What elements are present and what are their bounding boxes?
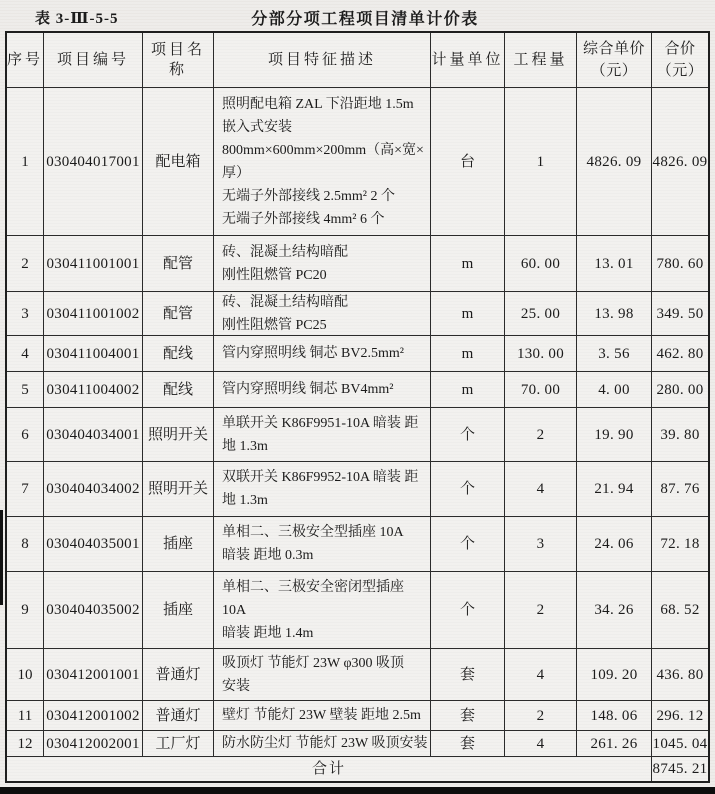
- cell-unit: 个: [431, 572, 505, 649]
- cell-code: 030411004002: [44, 372, 143, 408]
- header-desc: 项目特征描述: [214, 33, 431, 88]
- cell-total: 39. 80: [652, 408, 708, 462]
- cell-desc: [214, 517, 431, 572]
- cell-code: 030411001002: [44, 292, 143, 336]
- cell-name: 配线: [143, 336, 214, 372]
- header-code: 项目编号: [44, 33, 143, 88]
- cell-desc: [214, 336, 431, 372]
- desc-line: 800mm×600mm×200mm（高×宽×: [222, 142, 424, 158]
- table-number: 表 3-Ⅲ-5-5: [35, 11, 119, 27]
- header-unit-price-line1: 综合单价: [582, 41, 645, 57]
- cell-total: 436. 80: [652, 649, 708, 701]
- cell-desc: [214, 372, 431, 408]
- cell-unit: m: [431, 236, 505, 292]
- cell-qty: 3: [505, 517, 577, 572]
- cell-code: 030404034002: [44, 462, 143, 517]
- cell-desc: [214, 731, 431, 757]
- cell-unit-price: 3. 56: [577, 336, 652, 372]
- desc-line: 管内穿照明线 铜芯 BV2.5mm²: [222, 346, 404, 361]
- header-no: 序号: [7, 33, 44, 88]
- page-title: 分部分项工程项目清单计价表: [251, 11, 479, 28]
- cell-name: 照明开关: [143, 462, 214, 517]
- desc-line: 照明配电箱 ZAL 下沿距地 1.5m: [222, 96, 414, 112]
- cell-unit-price: 261. 26: [577, 731, 652, 757]
- cell-name: 配线: [143, 372, 214, 408]
- scan-artifact-bottom-band: [0, 787, 715, 794]
- cell-desc: [214, 236, 431, 292]
- cell-no: 11: [7, 701, 44, 731]
- cell-total: 349. 50: [652, 292, 708, 336]
- header-unit-price-line2: （元）: [590, 63, 638, 79]
- cell-desc: [214, 572, 431, 649]
- cell-no: 3: [7, 292, 44, 336]
- cell-total: 1045. 04: [652, 731, 708, 757]
- cell-total: 780. 60: [652, 236, 708, 292]
- cell-unit-price: 34. 26: [577, 572, 652, 649]
- cell-code: 030411004001: [44, 336, 143, 372]
- cell-name: 普通灯: [143, 701, 214, 731]
- cell-unit: 个: [431, 517, 505, 572]
- cell-unit: 个: [431, 462, 505, 517]
- cell-code: 030404035001: [44, 517, 143, 572]
- desc-line: 单相二、三极安全密闭型插座: [222, 579, 404, 595]
- cell-code: 030404035002: [44, 572, 143, 649]
- cell-qty: 4: [505, 462, 577, 517]
- cell-unit-price: 4826. 09: [577, 88, 652, 236]
- cell-name: 配电箱: [143, 88, 214, 236]
- desc-line: 防水防尘灯 节能灯 23W 吸顶安装: [222, 736, 428, 751]
- cell-no: 5: [7, 372, 44, 408]
- cell-no: 2: [7, 236, 44, 292]
- cell-name: 配管: [143, 236, 214, 292]
- desc-line: 单相二、三极安全型插座 10A: [222, 525, 404, 540]
- cell-unit: 套: [431, 731, 505, 757]
- cell-name: 工厂灯: [143, 731, 214, 757]
- cell-desc: [214, 292, 431, 336]
- cell-code: 030404017001: [44, 88, 143, 236]
- cell-name: 插座: [143, 572, 214, 649]
- cell-unit-price: 19. 90: [577, 408, 652, 462]
- desc-line: 双联开关 K86F9952-10A 暗装 距: [222, 470, 419, 485]
- cell-qty: 2: [505, 701, 577, 731]
- cell-code: 030412002001: [44, 731, 143, 757]
- desc-line: 10A: [222, 602, 247, 618]
- desc-line: 壁灯 节能灯 23W 壁装 距地 2.5m: [222, 708, 421, 723]
- cell-desc: [214, 649, 431, 701]
- cell-code: 030412001002: [44, 701, 143, 731]
- cell-total: 87. 76: [652, 462, 708, 517]
- desc-line: 厚）: [222, 165, 250, 181]
- cell-unit-price: 24. 06: [577, 517, 652, 572]
- desc-line: 安装: [222, 678, 250, 694]
- cell-name: 照明开关: [143, 408, 214, 462]
- cell-qty: 70. 00: [505, 372, 577, 408]
- cell-no: 4: [7, 336, 44, 372]
- cell-total: 68. 52: [652, 572, 708, 649]
- cell-name: 配管: [143, 292, 214, 336]
- cell-unit-price: 109. 20: [577, 649, 652, 701]
- cell-unit: 套: [431, 701, 505, 731]
- cell-no: 9: [7, 572, 44, 649]
- footer-total-label: 合计: [7, 757, 652, 781]
- cell-total: 462. 80: [652, 336, 708, 372]
- cell-no: 6: [7, 408, 44, 462]
- cell-no: 12: [7, 731, 44, 757]
- header-name: 项目名称: [143, 33, 214, 88]
- header-unit: 计量单位: [431, 33, 505, 88]
- scan-artifact-left-bar: [0, 510, 3, 605]
- cell-no: 10: [7, 649, 44, 701]
- cell-qty: 4: [505, 649, 577, 701]
- cell-no: 7: [7, 462, 44, 517]
- desc-line: 无端子外部接线 2.5mm² 2 个: [222, 188, 395, 204]
- desc-line: 吸顶灯 节能灯 23W φ300 吸顶: [222, 655, 405, 671]
- cell-qty: 2: [505, 408, 577, 462]
- desc-line: 地 1.3m: [222, 438, 268, 454]
- boq-table: [5, 31, 710, 783]
- header-total-line1: 合价: [664, 41, 696, 57]
- cell-qty: 4: [505, 731, 577, 757]
- cell-no: 1: [7, 88, 44, 236]
- cell-unit: m: [431, 336, 505, 372]
- cell-total: 296. 12: [652, 701, 708, 731]
- cell-no: 8: [7, 517, 44, 572]
- cell-unit-price: 4. 00: [577, 372, 652, 408]
- cell-total: 280. 00: [652, 372, 708, 408]
- cell-qty: 60. 00: [505, 236, 577, 292]
- cell-code: 030404034001: [44, 408, 143, 462]
- cell-desc: [214, 88, 431, 236]
- cell-name: 普通灯: [143, 649, 214, 701]
- header-qty: 工程量: [505, 33, 577, 88]
- cell-unit: 台: [431, 88, 505, 236]
- cell-unit-price: 21. 94: [577, 462, 652, 517]
- cell-unit: 个: [431, 408, 505, 462]
- desc-line: 刚性阻燃管 PC20: [222, 267, 327, 283]
- cell-unit: 套: [431, 649, 505, 701]
- header-total-line2: （元）: [656, 63, 704, 79]
- cell-unit-price: 13. 01: [577, 236, 652, 292]
- desc-line: 单联开关 K86F9951-10A 暗装 距: [222, 415, 419, 431]
- cell-desc: [214, 462, 431, 517]
- cell-desc: [214, 701, 431, 731]
- header-total: [652, 33, 708, 88]
- cell-qty: 2: [505, 572, 577, 649]
- cell-unit: m: [431, 292, 505, 336]
- cell-name: 插座: [143, 517, 214, 572]
- cell-code: 030411001001: [44, 236, 143, 292]
- cell-qty: 1: [505, 88, 577, 236]
- desc-line: 暗装 距地 0.3m: [222, 548, 314, 563]
- cell-qty: 25. 00: [505, 292, 577, 336]
- cell-code: 030412001001: [44, 649, 143, 701]
- desc-line: 管内穿照明线 铜芯 BV4mm²: [222, 382, 394, 397]
- desc-line: 刚性阻燃管 PC25: [222, 317, 327, 333]
- cell-total: 72. 18: [652, 517, 708, 572]
- footer-grand-total: 8745. 21: [652, 761, 708, 777]
- cell-unit-price: 148. 06: [577, 701, 652, 731]
- header-unit-price: [577, 33, 652, 88]
- desc-line: 砖、混凝土结构暗配: [222, 244, 348, 260]
- desc-line: 暗装 距地 1.4m: [222, 625, 314, 641]
- desc-line: 砖、混凝土结构暗配: [222, 294, 348, 310]
- cell-unit: m: [431, 372, 505, 408]
- cell-qty: 130. 00: [505, 336, 577, 372]
- desc-line: 无端子外部接线 4mm² 6 个: [222, 211, 385, 227]
- desc-line: 嵌入式安装: [222, 119, 292, 135]
- cell-unit-price: 13. 98: [577, 292, 652, 336]
- cell-desc: [214, 408, 431, 462]
- cell-total: 4826. 09: [652, 88, 708, 236]
- desc-line: 地 1.3m: [222, 493, 268, 508]
